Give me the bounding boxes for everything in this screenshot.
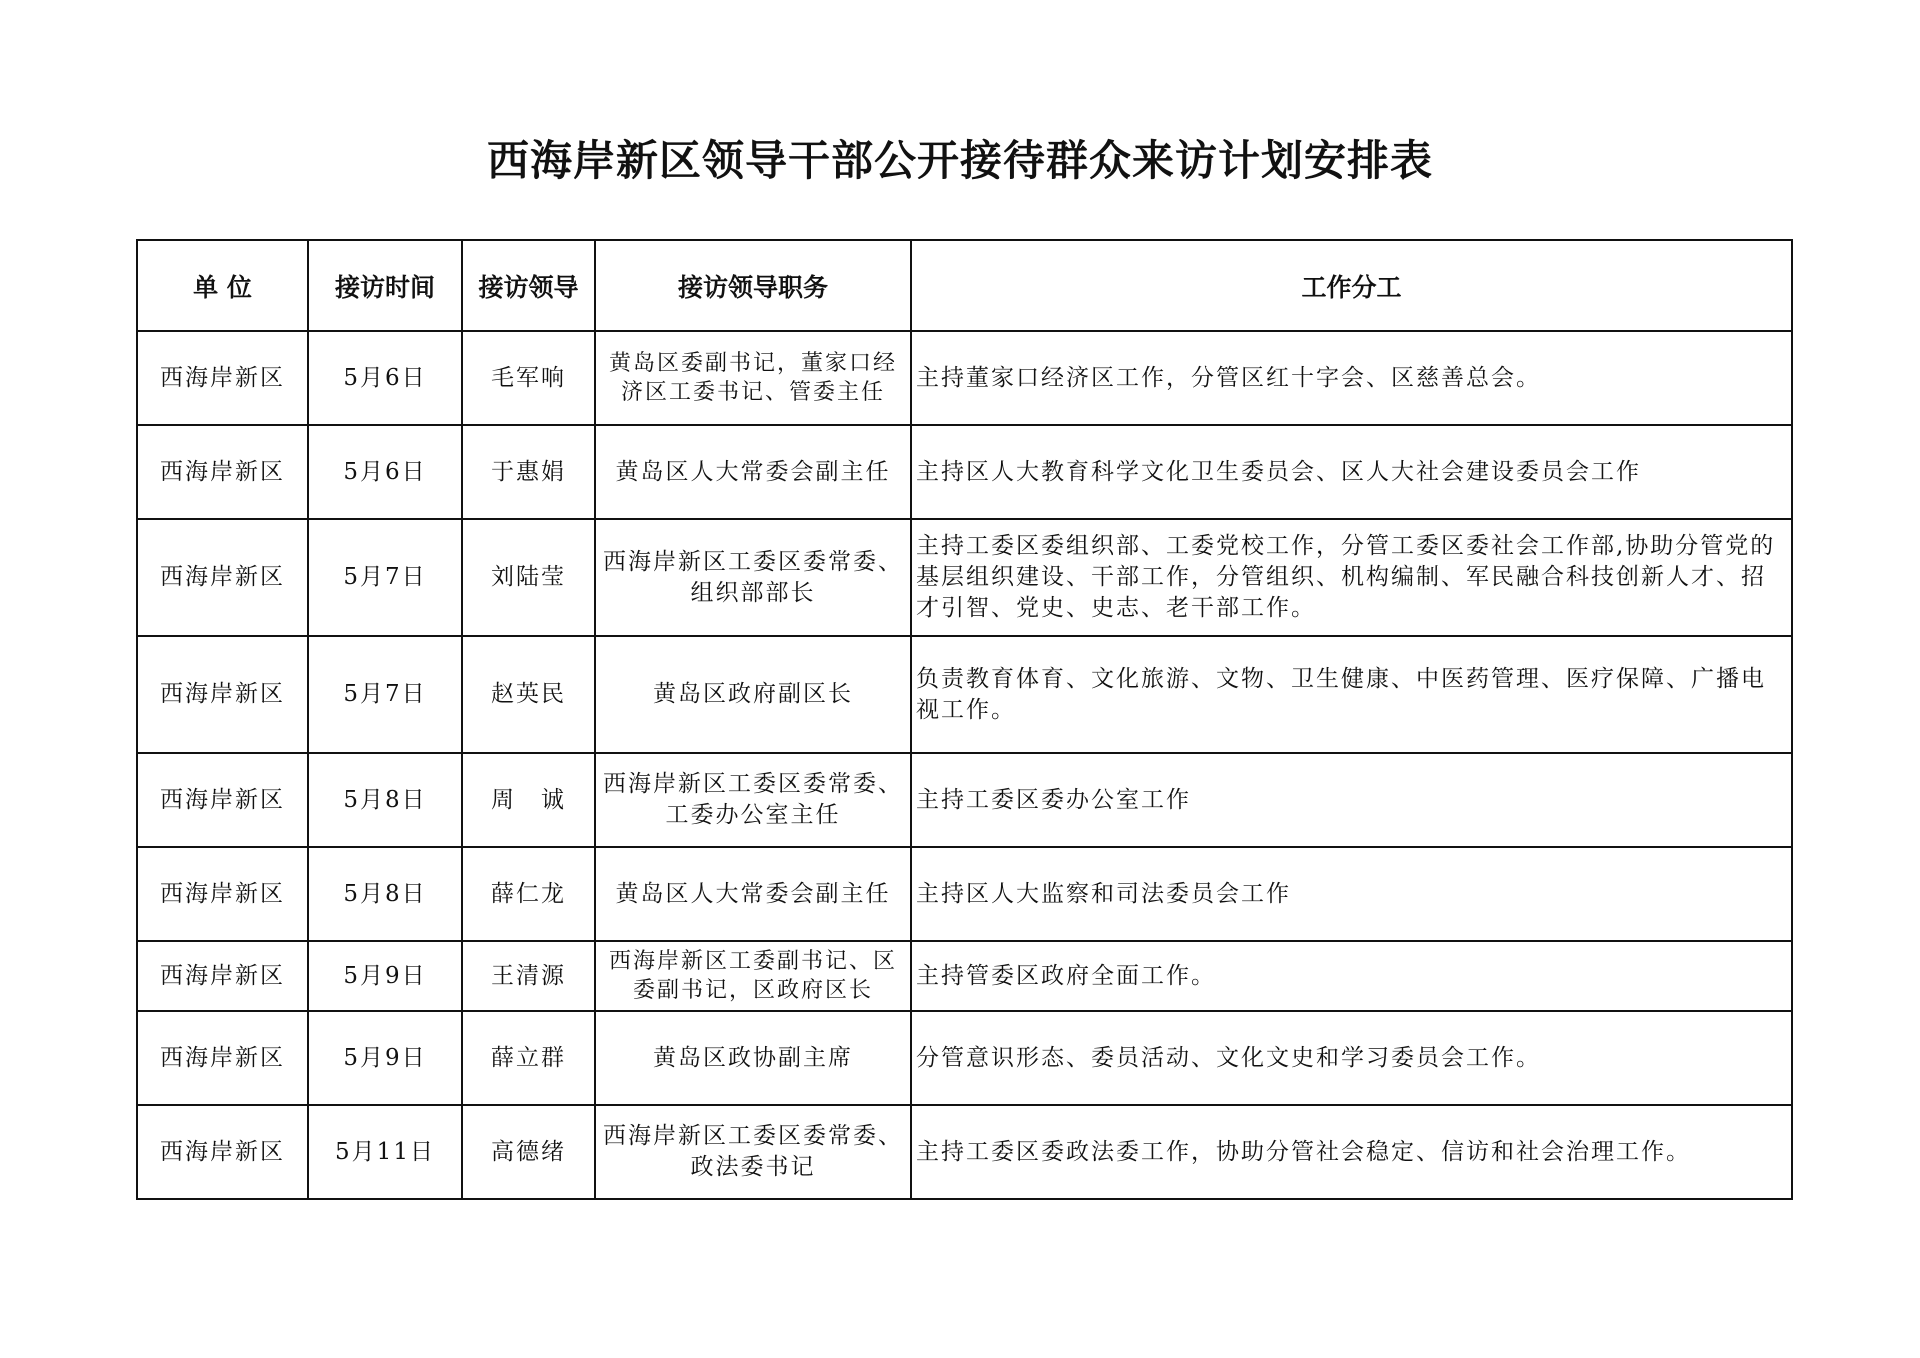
- cell-leader: 高德绪: [462, 1105, 595, 1199]
- cell-time: 5月8日: [308, 753, 462, 847]
- cell-unit: 西海岸新区: [137, 425, 308, 519]
- cell-unit: 西海岸新区: [137, 1105, 308, 1199]
- table-row: [137, 847, 1792, 941]
- table-row: [137, 425, 1792, 519]
- cell-duty: 负责教育体育、文化旅游、文物、卫生健康、中医药管理、医疗保障、广播电视工作。: [911, 636, 1792, 753]
- cell-unit: 西海岸新区: [137, 1011, 308, 1105]
- cell-duty: 主持区人大教育科学文化卫生委员会、区人大社会建设委员会工作: [911, 425, 1792, 519]
- cell-leader: 于惠娟: [462, 425, 595, 519]
- cell-leader: 刘陆莹: [462, 519, 595, 636]
- cell-time: 5月6日: [308, 425, 462, 519]
- cell-post: 西海岸新区工委区委常委、工委办公室主任: [595, 753, 911, 847]
- cell-time: 5月11日: [308, 1105, 462, 1199]
- table-row: [137, 941, 1792, 1011]
- header-unit: 单 位: [137, 240, 308, 331]
- cell-post: 西海岸新区工委区委常委、政法委书记: [595, 1105, 911, 1199]
- cell-unit: 西海岸新区: [137, 941, 308, 1011]
- cell-time: 5月9日: [308, 941, 462, 1011]
- table-row: [137, 331, 1792, 425]
- cell-duty: 主持工委区委政法委工作，协助分管社会稳定、信访和社会治理工作。: [911, 1105, 1792, 1199]
- table-row: [137, 1011, 1792, 1105]
- cell-post: 黄岛区政府副区长: [595, 636, 911, 753]
- cell-leader: 毛军响: [462, 331, 595, 425]
- header-duty: 工作分工: [911, 240, 1792, 331]
- cell-leader: 王清源: [462, 941, 595, 1011]
- cell-post: 黄岛区人大常委会副主任: [595, 425, 911, 519]
- cell-unit: 西海岸新区: [137, 636, 308, 753]
- table-row: [137, 636, 1792, 753]
- table-row: [137, 753, 1792, 847]
- header-leader: 接访领导: [462, 240, 595, 331]
- cell-leader: 周 诚: [462, 753, 595, 847]
- table-row: [137, 1105, 1792, 1199]
- cell-post: 黄岛区政协副主席: [595, 1011, 911, 1105]
- cell-duty: 主持管委区政府全面工作。: [911, 941, 1792, 1011]
- cell-duty: 分管意识形态、委员活动、文化文史和学习委员会工作。: [911, 1011, 1792, 1105]
- header-time: 接访时间: [308, 240, 462, 331]
- cell-unit: 西海岸新区: [137, 519, 308, 636]
- document-title: 西海岸新区领导干部公开接待群众来访计划安排表: [486, 136, 1433, 185]
- cell-unit: 西海岸新区: [137, 753, 308, 847]
- cell-post: 黄岛区委副书记，董家口经济区工委书记、管委主任: [595, 331, 911, 425]
- cell-duty: 主持区人大监察和司法委员会工作: [911, 847, 1792, 941]
- cell-duty: 主持工委区委组织部、工委党校工作，分管工委区委社会工作部,协助分管党的基层组织建设、干部工作，分管组织、机构编制、军民融合科技创新人才、招才引智、党史、史志、老干部工作。: [911, 519, 1792, 636]
- cell-leader: 薛仁龙: [462, 847, 595, 941]
- cell-post: 西海岸新区工委区委常委、组织部部长: [595, 519, 911, 636]
- cell-time: 5月6日: [308, 331, 462, 425]
- cell-time: 5月7日: [308, 519, 462, 636]
- cell-post: 西海岸新区工委副书记、区委副书记，区政府区长: [595, 941, 911, 1011]
- cell-time: 5月7日: [308, 636, 462, 753]
- reception-schedule-table: [136, 239, 1793, 1200]
- cell-duty: 主持董家口经济区工作，分管区红十字会、区慈善总会。: [911, 331, 1792, 425]
- table-row: [137, 519, 1792, 636]
- cell-duty: 主持工委区委办公室工作: [911, 753, 1792, 847]
- table-header-row: [137, 240, 1792, 331]
- cell-time: 5月8日: [308, 847, 462, 941]
- cell-unit: 西海岸新区: [137, 847, 308, 941]
- cell-post: 黄岛区人大常委会副主任: [595, 847, 911, 941]
- header-leader-post: 接访领导职务: [595, 240, 911, 331]
- cell-unit: 西海岸新区: [137, 331, 308, 425]
- cell-time: 5月9日: [308, 1011, 462, 1105]
- cell-leader: 薛立群: [462, 1011, 595, 1105]
- cell-leader: 赵英民: [462, 636, 595, 753]
